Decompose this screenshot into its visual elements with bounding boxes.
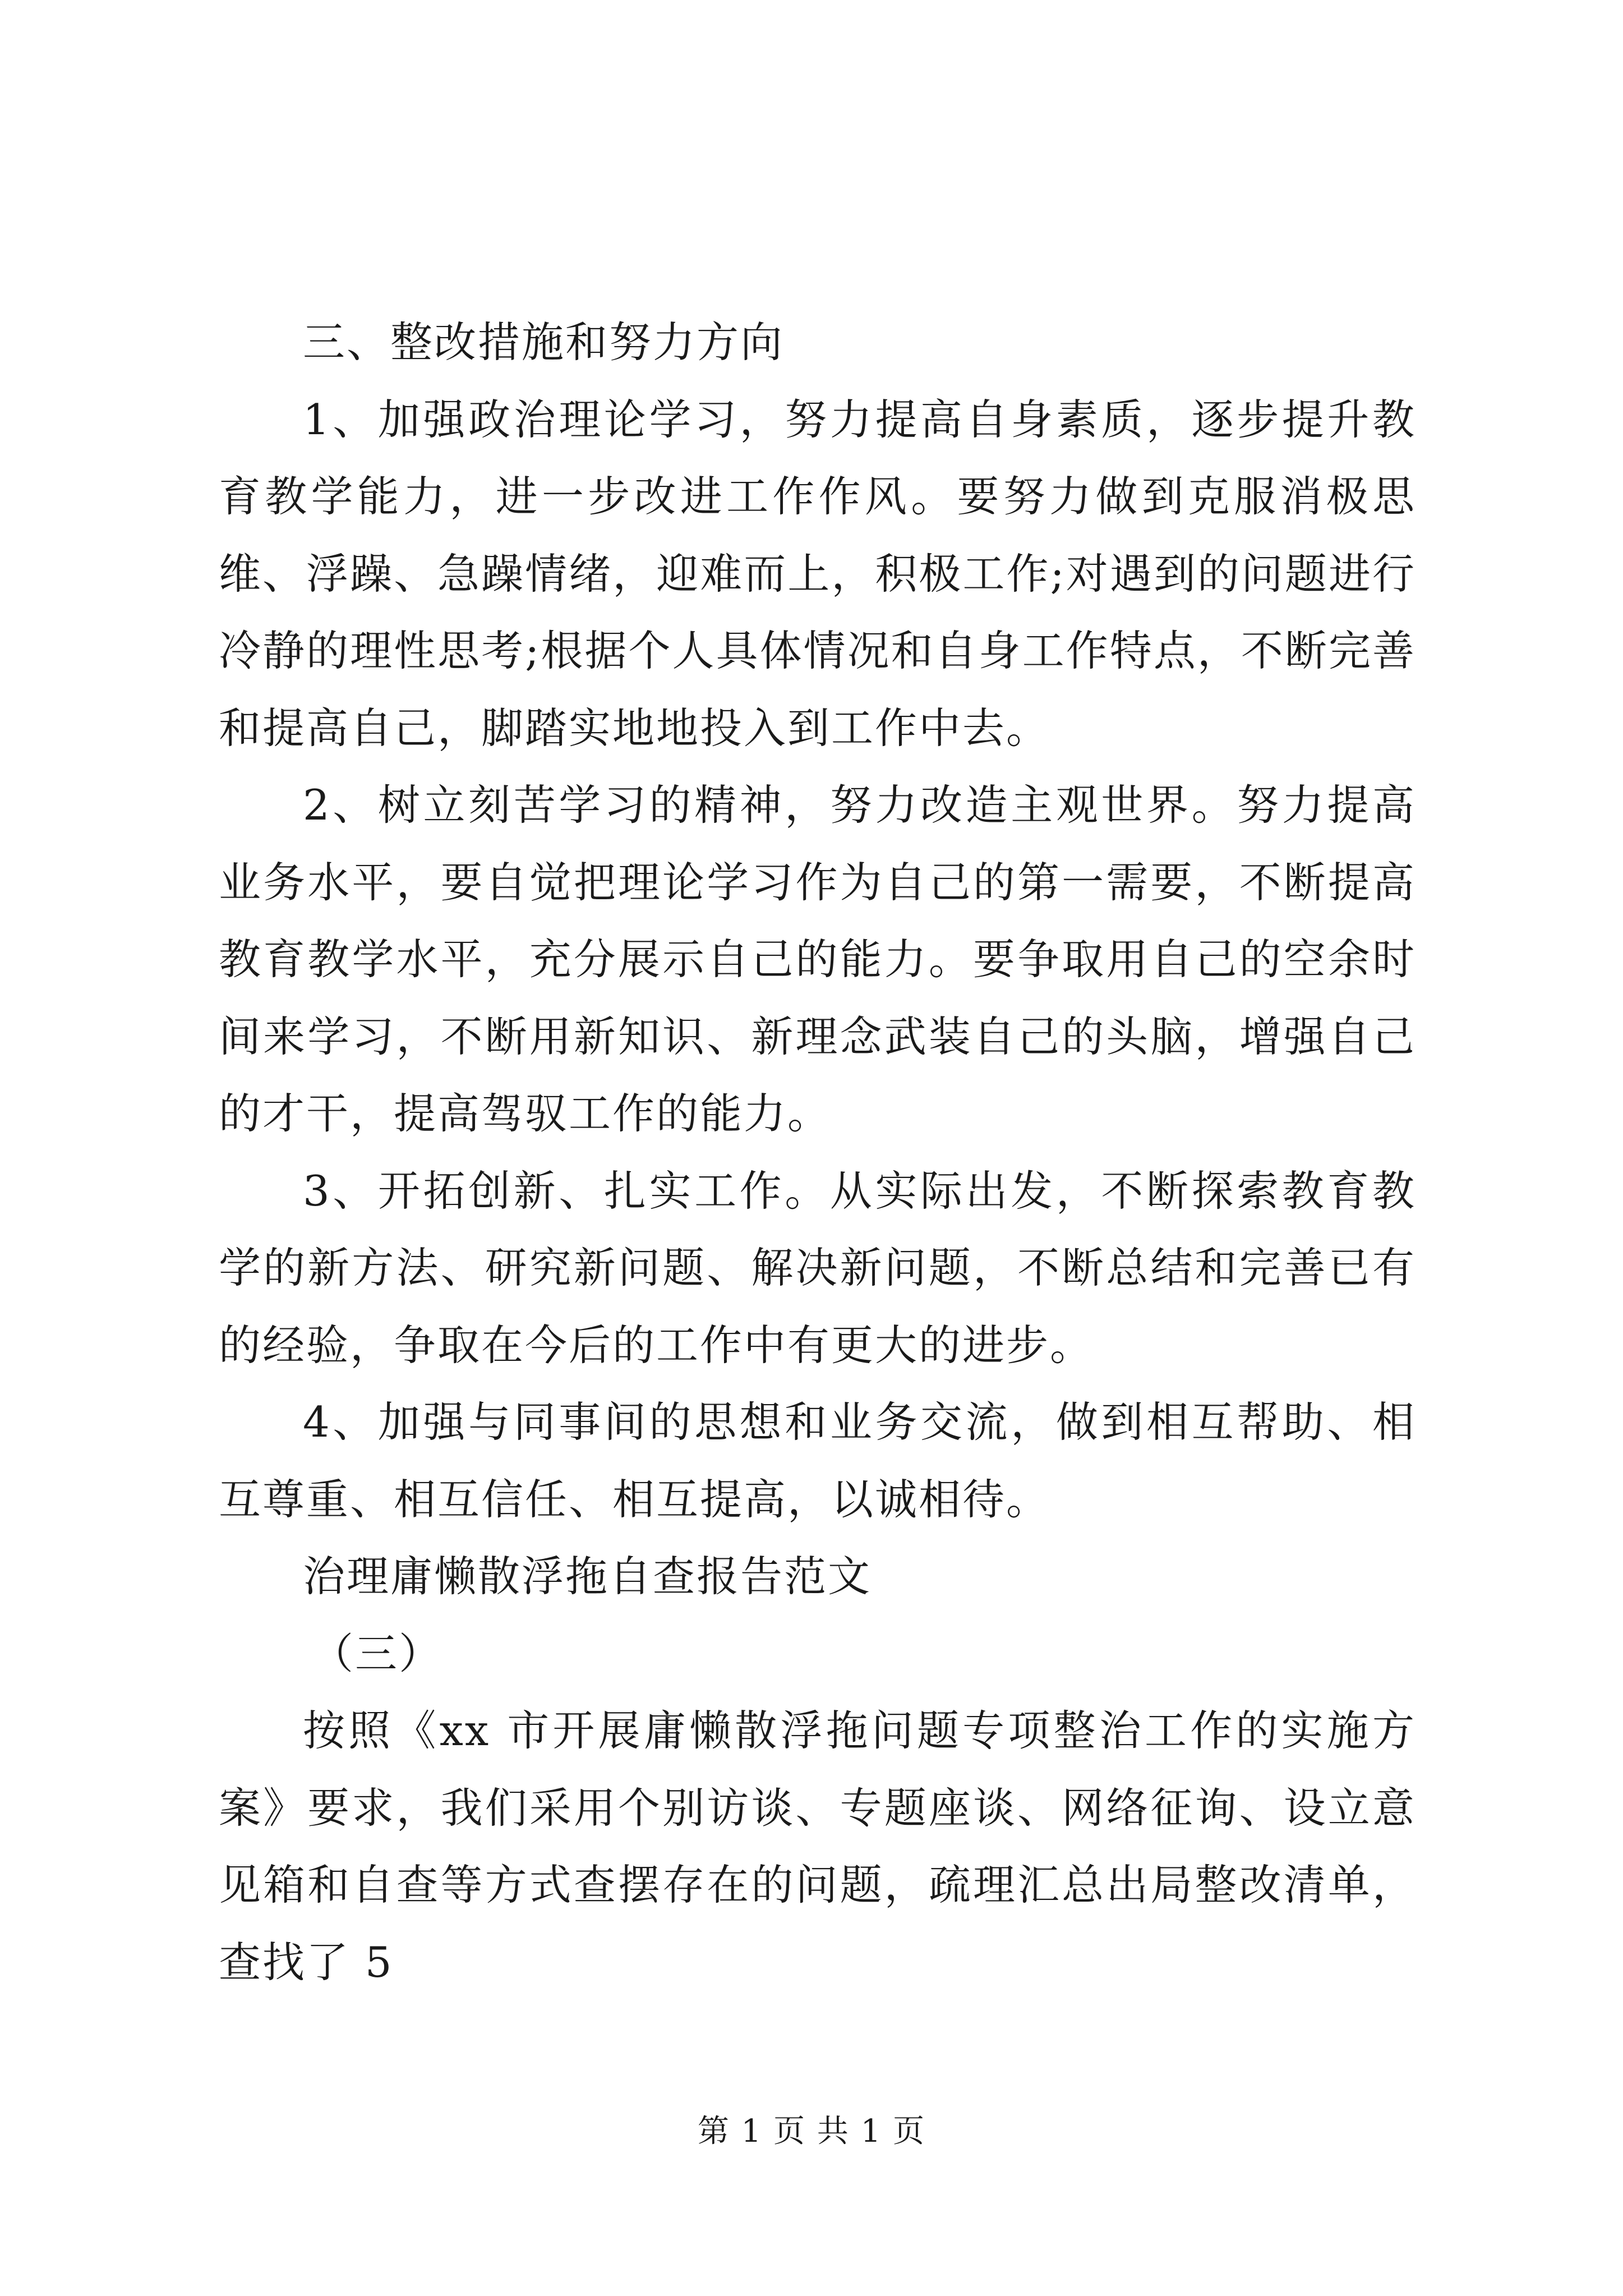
page-footer: 第 1 页 共 1 页 [697, 2113, 926, 2150]
article-title: 治理庸懒散浮拖自查报告范文 [303, 1552, 872, 1601]
document-body [219, 304, 1416, 2001]
paragraph-item-4: 4、加强与同事间的思想和业务交流，做到相互帮助、相互尊重、相互信任、相互提高，以诚相待。 [219, 1397, 1416, 1524]
paragraph-item-3: 3、开拓创新、扎实工作。从实际出发，不断探索教育教学的新方法、研究新问题、解决新问题，不断总结和完善已有的经验，争取在今后的工作中有更大的进步。 [219, 1166, 1416, 1370]
section-heading: 三、整改措施和努力方向 [303, 318, 785, 367]
article-part-label: （三） [311, 1628, 443, 1678]
paragraph-item-1: 1、加强政治理论学习，努力提高自身素质，逐步提升教育教学能力，进一步改进工作作风。要努力做到克服消极思维、浮躁、急躁情绪，迎难而上，积极工作;对遇到的问题进行冷静的理性思考;根据个人具体情况和自身工作特点，不断完善和提高自己，脚踏实地地投入到工作中去。 [219, 394, 1416, 753]
paragraph-intro: 按照《xx 市开展庸懒散浮拖问题专项整治工作的实施方案》要求，我们采用个别访谈、专题座谈、网络征询、设立意见箱和自查等方式查摆存在的问题，疏理汇总出局整改清单，查找了 5 [219, 1706, 1416, 1987]
paragraph-item-2: 2、树立刻苦学习的精神，努力改造主观世界。努力提高业务水平，要自觉把理论学习作为自己的第一需要，不断提高教育教学水平，充分展示自己的能力。要争取用自己的空余时间来学习，不断用新知识、新理念武装自己的头脑，增强自己的才干，提高驾驭工作的能力。 [219, 780, 1416, 1138]
